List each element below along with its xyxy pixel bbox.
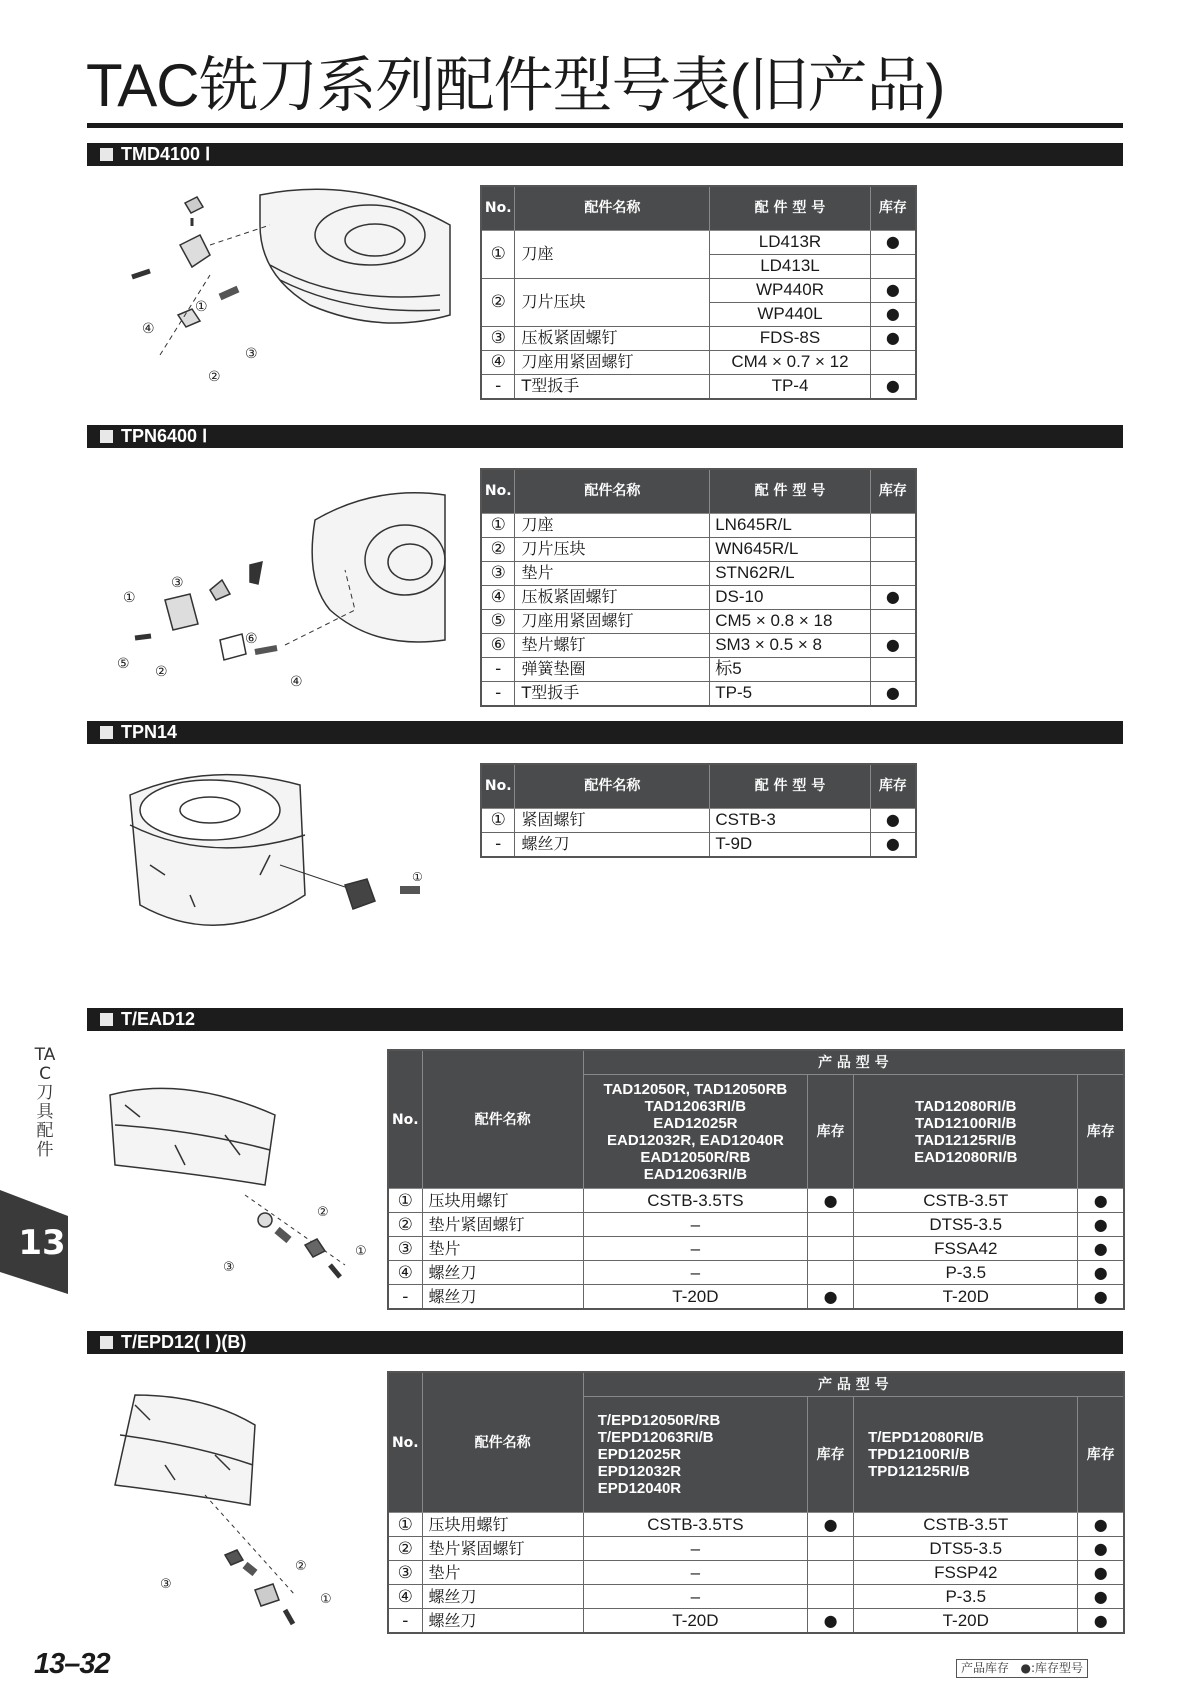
callout-1: ① [320, 1592, 332, 1607]
table-row [481, 513, 916, 537]
product-model: TPD12125RI/B [868, 1463, 970, 1480]
square-bullet-icon [100, 148, 113, 161]
stock-dot-icon: ● [1020, 1661, 1031, 1675]
row-number: ② [481, 278, 515, 326]
part-model-a: – [583, 1537, 807, 1561]
stock-indicator-b: ● [1078, 1237, 1124, 1261]
header-part-model: 配 件 型 号 [710, 469, 870, 513]
stock-indicator-b: ● [1078, 1213, 1124, 1237]
section-bar-tepd12 [87, 1331, 1123, 1354]
row-number: ⑥ [481, 633, 515, 657]
part-model: FDS-8S [710, 326, 870, 350]
part-name: 螺丝刀 [422, 1261, 583, 1285]
stock-indicator-b: ● [1078, 1537, 1124, 1561]
part-model: DS-10 [710, 585, 870, 609]
section-label: TPN6400 Ⅰ [121, 426, 208, 446]
part-name: 刀座 [515, 230, 710, 278]
part-model-a: – [583, 1237, 807, 1261]
parts-table-tead12 [387, 1049, 1125, 1310]
stock-indicator: ● [870, 832, 916, 857]
part-name: 垫片 [422, 1237, 583, 1261]
stock-indicator: ● [870, 585, 916, 609]
header-stock-b: 库存 [1078, 1075, 1124, 1189]
title-underline [87, 123, 1123, 128]
product-model: TAD12100RI/B [915, 1114, 1017, 1132]
table-row [481, 374, 916, 399]
part-model-b: DTS5-3.5 [854, 1213, 1078, 1237]
stock-indicator-a: ● [808, 1285, 854, 1310]
row-number: ② [388, 1537, 422, 1561]
stock-legend [956, 1659, 1088, 1678]
header-no: No. [388, 1372, 422, 1513]
header-row [388, 1372, 1124, 1397]
stock-indicator-b: ● [1078, 1585, 1124, 1609]
product-model: TAD12125RI/B [915, 1131, 1017, 1149]
header-part-name: 配件名称 [515, 764, 710, 808]
square-bullet-icon [100, 1013, 113, 1026]
section-bar-tpn14 [87, 721, 1123, 744]
part-model: CSTB-3 [710, 808, 870, 832]
row-number: ③ [481, 561, 515, 585]
row-number: ① [481, 808, 515, 832]
product-group-a [583, 1075, 807, 1189]
section-bar-tead12 [87, 1008, 1123, 1031]
part-model: T-9D [710, 832, 870, 857]
part-model-b: CSTB-3.5T [854, 1513, 1078, 1537]
part-model-b: FSSA42 [854, 1237, 1078, 1261]
header-part-name: 配件名称 [422, 1372, 583, 1513]
stock-indicator: ● [870, 278, 916, 302]
square-bullet-icon [100, 726, 113, 739]
part-name: 紧固螺钉 [515, 808, 710, 832]
row-number: ① [388, 1189, 422, 1213]
callout-3: ③ [245, 346, 258, 362]
header-part-name: 配件名称 [515, 186, 710, 230]
product-model: EAD12050R/RB [640, 1148, 751, 1166]
stock-indicator-a [808, 1537, 854, 1561]
part-name: 压板紧固螺钉 [515, 585, 710, 609]
header-row [481, 764, 916, 808]
table-row [388, 1585, 1124, 1609]
header-no: No. [481, 186, 515, 230]
part-model-b: P-3.5 [854, 1585, 1078, 1609]
screw-drawing [220, 289, 238, 297]
table-row [388, 1513, 1124, 1537]
part-model-b: CSTB-3.5T [854, 1189, 1078, 1213]
part-model: 标5 [710, 657, 870, 681]
stock-indicator [870, 657, 916, 681]
page-number: 13–32 [34, 1648, 110, 1680]
part-name: T型扳手 [515, 374, 710, 399]
callout-2: ② [295, 1559, 307, 1574]
row-number: ④ [388, 1261, 422, 1285]
row-number: - [388, 1285, 422, 1310]
row-number: ④ [481, 350, 515, 374]
table-row [481, 681, 916, 706]
table-row [481, 537, 916, 561]
part-name: 刀座用紧固螺钉 [515, 609, 710, 633]
row-number: ① [481, 230, 515, 278]
row-number: - [481, 681, 515, 706]
parts-table-tmd4100 [480, 185, 917, 400]
header-row [481, 186, 916, 230]
stock-indicator: ● [870, 302, 916, 326]
screw-drawing [132, 271, 150, 277]
part-name: 螺丝刀 [422, 1285, 583, 1310]
section-label: TMD4100 Ⅰ [121, 144, 211, 164]
part-name: 压块用螺钉 [422, 1189, 583, 1213]
part-name: 垫片 [515, 561, 710, 585]
header-no: No. [481, 469, 515, 513]
cartridge-drawing [165, 594, 198, 630]
part-model: WP440L [710, 302, 870, 326]
product-model: T/EPD12050R/RB [597, 1412, 721, 1429]
stock-indicator [870, 537, 916, 561]
part-model-a: – [583, 1213, 807, 1237]
stock-indicator-a: ● [808, 1189, 854, 1213]
row-number: ④ [481, 585, 515, 609]
stock-indicator-a: ● [808, 1513, 854, 1537]
table-row [481, 230, 916, 254]
header-product-model: 产 品 型 号 [583, 1050, 1124, 1075]
callout-2: ② [317, 1205, 329, 1220]
cutter-body-drawing [260, 189, 450, 323]
square-bullet-icon [100, 1336, 113, 1349]
table-row [481, 585, 916, 609]
product-model: TAD12050R, TAD12050RB [603, 1080, 788, 1098]
part-model: TP-5 [710, 681, 870, 706]
stock-indicator-b: ● [1078, 1261, 1124, 1285]
cutter-body-drawing [115, 1395, 255, 1505]
callout-1: ① [412, 870, 423, 884]
shim-drawing [220, 634, 246, 660]
stock-indicator-a [808, 1561, 854, 1585]
part-model: WP440R [710, 278, 870, 302]
header-stock-a: 库存 [808, 1397, 854, 1513]
part-model: STN62R/L [710, 561, 870, 585]
table-row [481, 657, 916, 681]
part-name: T型扳手 [515, 681, 710, 706]
callout-1: ① [355, 1244, 367, 1259]
part-model-a: – [583, 1261, 807, 1285]
section-bar-tpn6400 [87, 425, 1123, 448]
stock-indicator [870, 350, 916, 374]
row-number: ③ [388, 1561, 422, 1585]
header-row [481, 469, 916, 513]
side-tab-label: TAC刀具配件 [34, 1045, 56, 1160]
row-number: ② [481, 537, 515, 561]
part-model-a: T-20D [583, 1285, 807, 1310]
stock-indicator: ● [870, 633, 916, 657]
product-group-a [583, 1397, 807, 1513]
part-name: 压板紧固螺钉 [515, 326, 710, 350]
square-bullet-icon [100, 430, 113, 443]
table-row [388, 1609, 1124, 1634]
product-model: EPD12032R [597, 1463, 682, 1480]
header-part-model: 配 件 型 号 [710, 186, 870, 230]
table-row [481, 561, 916, 585]
stock-indicator-a: ● [808, 1609, 854, 1634]
table-row [388, 1189, 1124, 1213]
stock-indicator-b: ● [1078, 1513, 1124, 1537]
callout-3: ③ [171, 575, 184, 591]
stock-indicator: ● [870, 681, 916, 706]
part-model-a: – [583, 1561, 807, 1585]
part-name: 刀片压块 [515, 537, 710, 561]
stock-indicator-a [808, 1213, 854, 1237]
part-name: 螺丝刀 [515, 832, 710, 857]
page-title: TAC铣刀系列配件型号表(旧产品) [86, 52, 945, 119]
part-model-b: FSSP42 [854, 1561, 1078, 1585]
parts-table-tpn14 [480, 763, 917, 858]
part-model-b: T-20D [854, 1609, 1078, 1634]
table-row [388, 1237, 1124, 1261]
section-label: T/EAD12 [121, 1009, 196, 1029]
header-no: No. [481, 764, 515, 808]
part-model: CM4 × 0.7 × 12 [710, 350, 870, 374]
part-name: 垫片 [422, 1561, 583, 1585]
product-model: EAD12080RI/B [914, 1148, 1018, 1166]
part-name: 螺丝刀 [422, 1609, 583, 1634]
callout-5: ⑤ [117, 656, 130, 672]
stock-indicator: ● [870, 230, 916, 254]
product-model: TAD12063RI/B [644, 1097, 747, 1115]
stock-indicator-b: ● [1078, 1285, 1124, 1310]
header-row [388, 1050, 1124, 1075]
cartridge-drawing [180, 235, 210, 267]
stock-indicator [870, 254, 916, 278]
stock-indicator-a [808, 1585, 854, 1609]
tepd12-illustration [105, 1385, 385, 1630]
table-row [481, 350, 916, 374]
parts-table-tepd12 [387, 1371, 1125, 1634]
product-model: T/EPD12063RI/B [597, 1429, 714, 1446]
insert-drawing [250, 562, 262, 584]
stock-indicator-b: ● [1078, 1609, 1124, 1634]
row-number: - [481, 657, 515, 681]
header-stock: 库存 [870, 186, 916, 230]
stock-indicator-b: ● [1078, 1561, 1124, 1585]
insert-drawing [345, 879, 375, 909]
product-model: EAD12025R [653, 1114, 738, 1132]
product-model: T/EPD12080RI/B [868, 1429, 984, 1446]
table-row [388, 1261, 1124, 1285]
parts-table-tpn6400 [480, 468, 917, 707]
callout-1: ① [123, 590, 136, 606]
part-model: TP-4 [710, 374, 870, 399]
part-model: LD413L [710, 254, 870, 278]
callout-2: ② [155, 664, 168, 680]
part-name: 刀座用紧固螺钉 [515, 350, 710, 374]
part-name: 螺丝刀 [422, 1585, 583, 1609]
stock-indicator [870, 513, 916, 537]
table-row [388, 1561, 1124, 1585]
product-group-b [854, 1075, 1078, 1189]
section-bar-tmd4100 [87, 143, 1123, 166]
product-model: EAD12063RI/B [643, 1165, 748, 1183]
row-number: - [481, 374, 515, 399]
insert-drawing [185, 197, 203, 213]
chapter-tab[interactable] [0, 1190, 68, 1294]
part-model: LN645R/L [710, 513, 870, 537]
part-name: 刀座 [515, 513, 710, 537]
table-row [388, 1285, 1124, 1310]
table-row [481, 633, 916, 657]
row-number: ① [388, 1513, 422, 1537]
table-row [388, 1537, 1124, 1561]
part-model-b: P-3.5 [854, 1261, 1078, 1285]
tpn6400-exploded-illustration [115, 490, 455, 690]
part-model-a: T-20D [583, 1609, 807, 1634]
part-model: WN645R/L [710, 537, 870, 561]
part-model: SM3 × 0.5 × 8 [710, 633, 870, 657]
product-group-b [854, 1397, 1078, 1513]
part-name: 垫片螺钉 [515, 633, 710, 657]
header-part-name: 配件名称 [515, 469, 710, 513]
product-model: EPD12025R [597, 1446, 682, 1463]
row-number: - [388, 1609, 422, 1634]
table-row [481, 609, 916, 633]
part-model-a: CSTB-3.5TS [583, 1513, 807, 1537]
row-number: ③ [388, 1237, 422, 1261]
callout-4: ④ [290, 674, 303, 690]
cutter-body-drawing [110, 1088, 275, 1185]
stock-indicator-a [808, 1237, 854, 1261]
cutter-body-drawing [312, 493, 445, 642]
part-name: 垫片紧固螺钉 [422, 1537, 583, 1561]
row-number: ② [388, 1213, 422, 1237]
product-model: TAD12080RI/B [915, 1097, 1017, 1115]
row-number: ⑤ [481, 609, 515, 633]
section-label: TPN14 [121, 722, 178, 742]
row-number: ③ [481, 326, 515, 350]
product-model: EPD12040R [597, 1480, 682, 1497]
part-model: LD413R [710, 230, 870, 254]
tmd4100-exploded-illustration [120, 185, 460, 385]
table-row [481, 832, 916, 857]
callout-6: ⑥ [245, 631, 258, 647]
stock-indicator: ● [870, 374, 916, 399]
part-name: 刀片压块 [515, 278, 710, 326]
tead12-illustration [95, 1075, 385, 1295]
header-product-model: 产 品 型 号 [583, 1372, 1124, 1397]
callout-2: ② [208, 369, 221, 385]
header-stock-b: 库存 [1078, 1397, 1124, 1513]
header-part-model: 配 件 型 号 [710, 764, 870, 808]
header-stock: 库存 [870, 469, 916, 513]
part-model-a: CSTB-3.5TS [583, 1189, 807, 1213]
stock-indicator [870, 561, 916, 585]
table-row [481, 278, 916, 302]
product-model: TPD12100RI/B [868, 1446, 970, 1463]
header-stock-a: 库存 [808, 1075, 854, 1189]
part-model-b: T-20D [854, 1285, 1078, 1310]
part-name: 弹簧垫圈 [515, 657, 710, 681]
callout-3: ③ [160, 1577, 172, 1592]
product-model: EAD12032R, EAD12040R [607, 1131, 784, 1149]
table-row [388, 1213, 1124, 1237]
legend-text: :库存型号 [1030, 1661, 1083, 1675]
callout-3: ③ [223, 1260, 235, 1275]
table-row [481, 326, 916, 350]
tpn14-illustration [110, 765, 440, 965]
row-number: ④ [388, 1585, 422, 1609]
header-stock: 库存 [870, 764, 916, 808]
section-label: T/EPD12( Ⅰ )(B) [121, 1332, 247, 1352]
header-part-name: 配件名称 [422, 1050, 583, 1189]
stock-indicator-b: ● [1078, 1189, 1124, 1213]
row-number: - [481, 832, 515, 857]
table-row [481, 808, 916, 832]
part-name: 压块用螺钉 [422, 1513, 583, 1537]
row-number: ① [481, 513, 515, 537]
stock-indicator-a [808, 1261, 854, 1285]
callout-4: ④ [142, 321, 155, 337]
part-model-b: DTS5-3.5 [854, 1537, 1078, 1561]
stock-indicator: ● [870, 326, 916, 350]
callout-1: ① [195, 299, 208, 315]
stock-indicator [870, 609, 916, 633]
legend-label: 产品库存 [961, 1661, 1010, 1675]
stock-indicator: ● [870, 808, 916, 832]
chapter-number: 13 [18, 1223, 66, 1263]
header-no: No. [388, 1050, 422, 1189]
part-name: 垫片紧固螺钉 [422, 1213, 583, 1237]
part-model: CM5 × 0.8 × 18 [710, 609, 870, 633]
part-model-a: – [583, 1585, 807, 1609]
